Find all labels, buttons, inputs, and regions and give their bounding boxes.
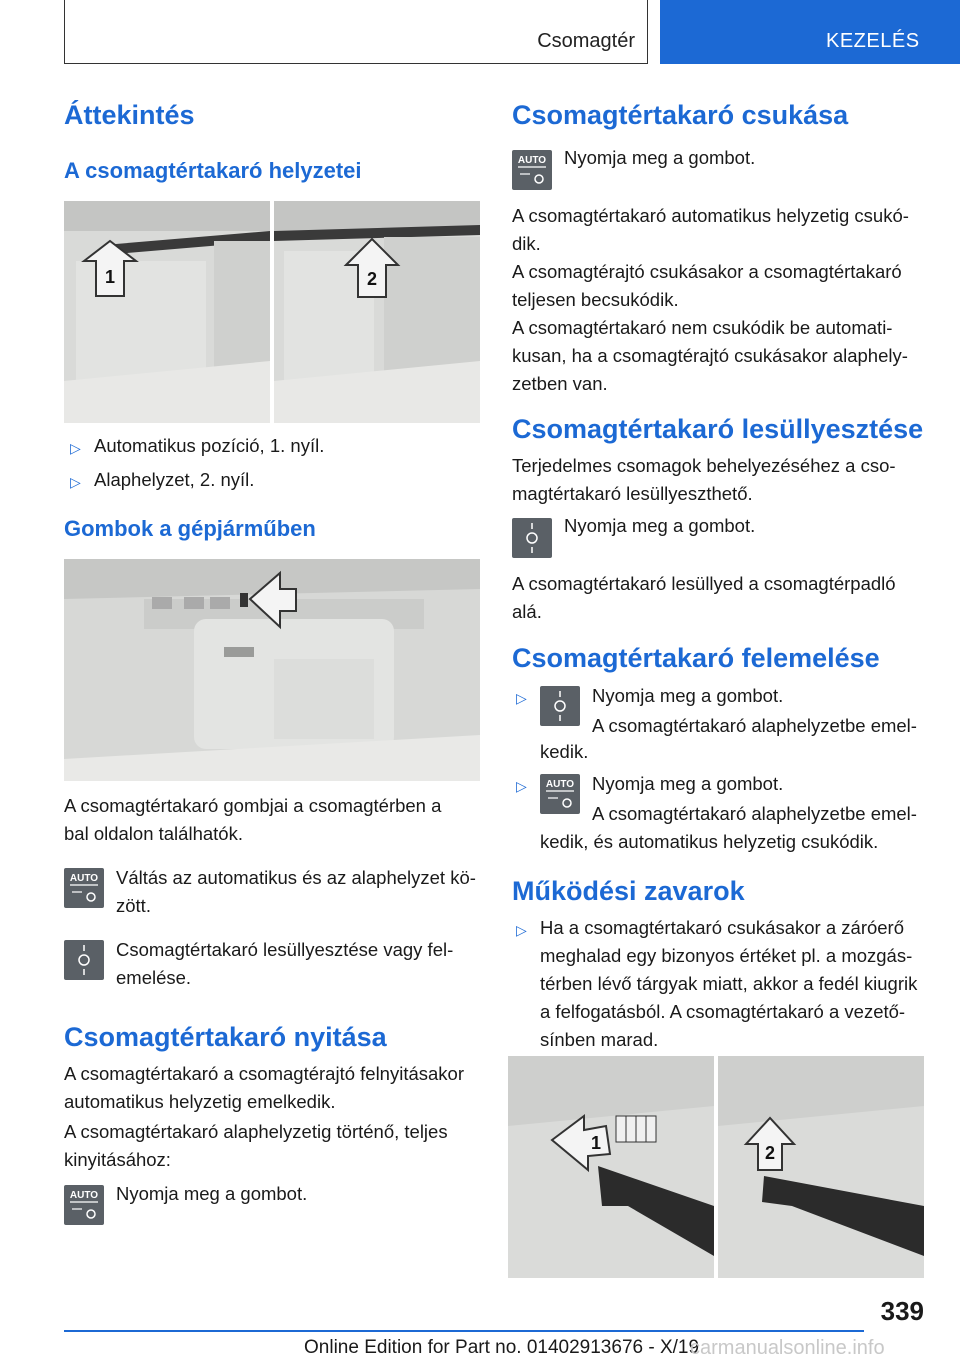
opening-text-1: A csomagtértakaró a csomagtérajtó felnyitásakor automatikus helyzetig emelkedik. xyxy=(64,1063,464,1112)
header-chapter-box xyxy=(660,0,960,64)
faults-bullet-text: Ha a csomagtértakaró csukásakor a záróerő meghalad egy bizonyos értéket pl. a mozgás- térben lévő tárgyak miatt, akkor a fedél kiugrik a felfogatásból. A csomagtértakaró a vezető- sínben marad. xyxy=(540,917,918,1050)
auto-button-icon xyxy=(540,774,580,814)
raising-bullet-2-press: Nyomja meg a gombot. xyxy=(592,773,784,794)
heading-cover-positions: A csomagtértakaró helyzetei xyxy=(64,158,362,183)
page-number: 339 xyxy=(880,1296,924,1326)
photo-cover-position-2 xyxy=(274,201,480,423)
lower-raise-button-icon xyxy=(540,686,580,726)
svg-text:AUTO: AUTO xyxy=(69,873,99,884)
lowering-text-2: A csomagtértakaró lesüllyed a csomagtérpadló alá. xyxy=(512,573,896,622)
closing-text-1: A csomagtértakaró automatikus helyzetig csukó- dik. xyxy=(512,205,909,254)
closing-text-3: A csomagtértakaró nem csukódik be automati- kusan, ha a csomagtérajtó csukásakor alaphely- zetben van. xyxy=(512,317,908,394)
heading-faults: Működési zavarok xyxy=(512,876,745,906)
photo-cover-position-1 xyxy=(64,201,270,423)
auto-button-description: Váltás az automatikus és az alaphelyzet kö- zött. xyxy=(116,867,476,916)
header-section-box xyxy=(64,0,648,64)
photo1-label-2: 2 xyxy=(366,269,378,289)
header-chapter-title: KEZELÉS xyxy=(826,30,920,52)
lower-raise-button-icon xyxy=(64,940,104,980)
heading-opening: Csomagtértakaró nyitása xyxy=(64,1022,387,1052)
auto-button-icon xyxy=(64,868,104,908)
photo-buttons-in-trunk xyxy=(64,559,480,781)
lower-raise-button-description: Csomagtértakaró lesüllyesztése vagy fel- emelése. xyxy=(116,939,454,988)
heading-raising: Csomagtértakaró felemelése xyxy=(512,643,880,673)
lowering-text-1: Terjedelmes csomagok behelyezéséhez a cso- magtértakaró lesüllyeszthető. xyxy=(512,455,896,504)
lower-raise-button-icon xyxy=(512,518,552,558)
edition-text: Online Edition for Part no. 01402913676 - X/19 xyxy=(304,1337,700,1358)
photo2-label-2: 2 xyxy=(764,1143,776,1163)
buttons-location-text: A csomagtértakaró gombjai a csomagtérben a bal oldalon találhatók. xyxy=(64,795,442,844)
bullet-triangle-icon: ▷ xyxy=(70,474,81,490)
heading-lowering: Csomagtértakaró lesüllyesztése xyxy=(512,414,924,444)
auto-button-icon xyxy=(64,1185,104,1225)
closing-text-2: A csomagtérajtó csukásakor a csomagtértakaró teljesen becsukódik. xyxy=(512,261,902,310)
footer-divider xyxy=(64,1330,864,1332)
watermark: carmanualsonline.info xyxy=(690,1337,885,1359)
svg-text:AUTO: AUTO xyxy=(545,779,575,790)
photo-fault-2 xyxy=(718,1056,924,1278)
closing-press-button: Nyomja meg a gombot. xyxy=(564,147,756,168)
svg-text:AUTO: AUTO xyxy=(517,155,547,166)
lowering-press-button: Nyomja meg a gombot. xyxy=(564,515,756,536)
heading-overview: Áttekintés xyxy=(64,100,195,130)
bullet-auto-position: Automatikus pozíció, 1. nyíl. xyxy=(94,435,325,456)
raising-bullet-1-text-b: kedik. xyxy=(540,741,589,762)
bullet-triangle-icon: ▷ xyxy=(516,778,527,794)
svg-text:AUTO: AUTO xyxy=(69,1190,99,1201)
header-section-title: Csomagtér xyxy=(537,30,635,52)
photo1-label-1: 1 xyxy=(104,267,116,287)
opening-press-button: Nyomja meg a gombot. xyxy=(116,1183,308,1204)
raising-bullet-1-press: Nyomja meg a gombot. xyxy=(592,685,784,706)
bullet-triangle-icon: ▷ xyxy=(516,690,527,706)
bullet-triangle-icon: ▷ xyxy=(70,440,81,456)
auto-button-icon xyxy=(512,150,552,190)
photo-fault-1 xyxy=(508,1056,714,1278)
raising-bullet-2-text-b: kedik, és automatikus helyzetig csukódik. xyxy=(540,831,879,852)
heading-closing: Csomagtértakaró csukása xyxy=(512,100,849,130)
opening-text-2: A csomagtértakaró alaphelyzetig történő, teljes kinyitásához: xyxy=(64,1121,448,1170)
raising-bullet-2-text-a: A csomagtértakaró alaphelyzetbe emel- xyxy=(592,803,917,824)
bullet-base-position: Alaphelyzet, 2. nyíl. xyxy=(94,469,255,490)
bullet-triangle-icon: ▷ xyxy=(516,922,527,938)
heading-buttons-in-vehicle: Gombok a gépjárműben xyxy=(64,516,316,541)
photo2-label-1: 1 xyxy=(590,1133,602,1153)
raising-bullet-1-text-a: A csomagtértakaró alaphelyzetbe emel- xyxy=(592,715,917,736)
